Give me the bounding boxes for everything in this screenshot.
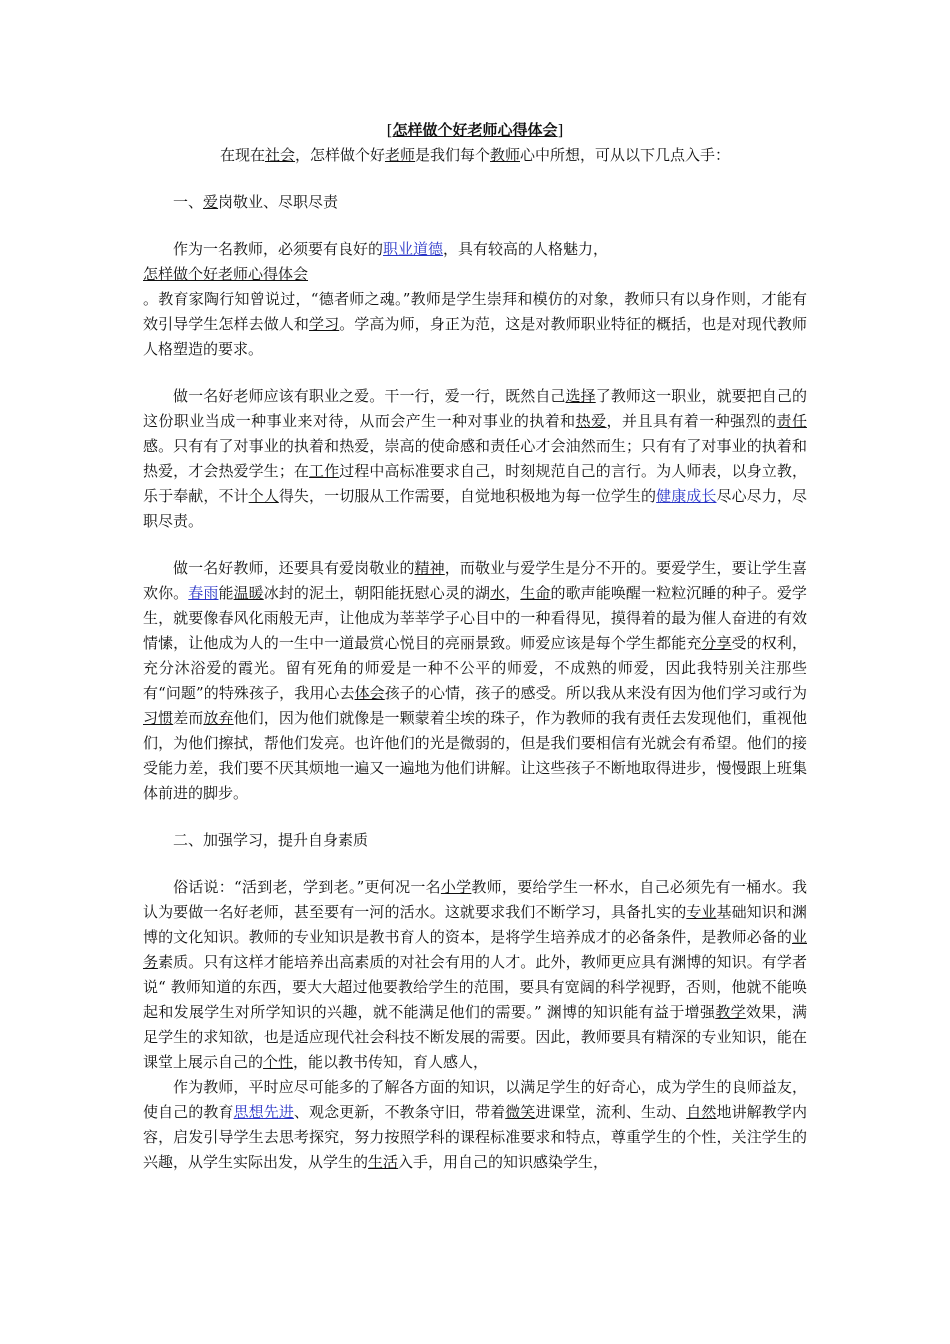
inline-link[interactable]: 老师: [384, 146, 415, 164]
inline-link[interactable]: 个性: [263, 1053, 294, 1071]
text-run: 的歌声能唤醒一粒粒沉睡的种子。爱学生，就要像春风化雨般无声，让他成为莘莘学子心目中的一种看得见，摸得着的最为催人奋进的有效情愫，让他成为人的一生中一道最赏心悦目的亮丽景致。师爱应该是每个学生都能充: [143, 584, 807, 652]
intro-paragraph: [143, 143, 807, 168]
inline-link[interactable]: 分享: [701, 634, 732, 652]
inline-link[interactable]: 生命: [520, 584, 551, 602]
text-run: 差而: [173, 709, 204, 727]
inline-link[interactable]: 健康成长: [656, 487, 717, 505]
text-run: 教师，要给学生一杯水，自己必须先有一桶水。我认为要做一名好老师，甚至要有一河的活水。这就要求我们不断学习，具备扎实的: [143, 878, 807, 921]
text-run: 进课堂，流利、生动、: [535, 1103, 687, 1121]
title-link[interactable]: 怎样做个好老师心得体会: [392, 121, 558, 139]
text-run: 素质。只有这样才能培养出高素质的对社会有用的人才。此外，教师更应具有渊博的知识。有学者说“ 教师知道的东西，要大大超过他要教给学生的范围，要具有宽阔的科学视野，否则，他就不能唤起和发展学生对所学知识的兴趣，就不能满足他们的需要。” 渊博的知识能有益于增强: [143, 953, 807, 1021]
text-run: 心中所想，可从以下几点入手：: [520, 146, 731, 164]
paragraph-1-link-line: [143, 262, 807, 287]
text-run: 效果，满足学生的求知欲，也是适应现代社会科技不断发展的需要。因此，教师要具有精深的专业知识，能在课堂上展示自己的: [143, 1003, 807, 1071]
text-run: 二、加强学习，提升自身素质: [173, 831, 369, 849]
title-bracket-open: [: [386, 121, 393, 139]
text-run: 受的权利，充分沐浴爱的霞光。留有死角的师爱是一种不公平的师爱，不成熟的师爱，因此我特别关注那些有“问题”的特殊孩子，我用心去: [143, 634, 807, 702]
inline-link[interactable]: 精神: [414, 559, 445, 577]
text-run: 他们，因为他们就像是一颗蒙着尘埃的珠子，作为教师的我有责任去发现他们，重视他们，为他们擦拭，帮他们发亮。也许他们的光是微弱的，但是我们要相信有光就会有希望。他们的接受能力差，我们要不厌其烦地一遍又一遍地为他们讲解。让这些孩子不断地取得进步，慢慢跟上班集体前进的脚步。: [143, 709, 807, 802]
text-run: 做一名好教师，还要具有爱岗敬业的: [173, 559, 415, 577]
text-run: 了教师这一职业，就要把自己的这份职业当成一种事业来对待，从而会产生一种对事业的执着和: [143, 387, 807, 430]
title-bracket-close: ]: [557, 121, 564, 139]
paragraph-1-part-1: [143, 237, 807, 262]
text-run: ，而敬业与爱学生是分不开的。要爱学生，要让学生喜欢你。: [143, 559, 807, 602]
text-run: 基础知识和渊博的文化知识。教师的专业知识是教书育人的资本，是将学生培养成才的必备条件，是教师必备的: [143, 903, 807, 946]
inline-link[interactable]: 教学: [715, 1003, 746, 1021]
inline-link[interactable]: 小学: [440, 878, 472, 896]
inline-link[interactable]: 社会: [264, 146, 295, 164]
inline-link[interactable]: 学习: [309, 315, 340, 333]
text-run: 在现在: [219, 146, 265, 164]
text-run: 一、: [173, 193, 204, 211]
text-run: 。学高为师，身正为范，这是对教师职业特征的概括，也是对现代教师人格塑造的要求。: [143, 315, 807, 358]
text-run: 做一名好老师应该有职业之爱。干一行，爱一行，既然自己: [173, 387, 566, 405]
text-run: 俗话说：“活到老，学到老。”更何况一名: [173, 878, 441, 896]
inline-link[interactable]: 责任: [776, 412, 807, 430]
section-heading-1: [143, 190, 807, 215]
inline-link[interactable]: 个人: [248, 487, 279, 505]
text-run: 作为一名教师，必须要有良好的: [173, 240, 384, 258]
text-run: 、观念更新，不教条守旧，带着: [293, 1103, 506, 1121]
text-run: 是我们每个: [415, 146, 491, 164]
paragraph-2: [143, 384, 807, 534]
paragraph-1-part-2: [143, 287, 807, 362]
text-run: 地讲解教学内容，启发引导学生去思考探究，努力按照学科的课程标准要求和特点，尊重学生的个性，关注学生的兴趣，从学生实际出发，从学生的: [143, 1103, 807, 1171]
text-run: 能: [218, 584, 234, 602]
text-run: ，具有较高的人格魅力，: [443, 240, 609, 258]
text-run: 冰封的泥土，朝阳能抚慰心灵的湖: [263, 584, 491, 602]
text-run: 入手，用自己的知识感染学生，: [398, 1153, 609, 1171]
inline-link[interactable]: 思想先进: [233, 1103, 294, 1121]
text-run: 尽心尽力，尽职尽责。: [143, 487, 807, 530]
document-title: [143, 118, 807, 143]
inline-link[interactable]: 怎样做个好老师心得体会: [143, 265, 309, 283]
text-run: 作为教师，平时应尽可能多的了解各方面的知识，以满足学生的好奇心，成为学生的良师益友，使自己的教育: [143, 1078, 807, 1121]
paragraph-5: [143, 1075, 807, 1175]
section-heading-2: [143, 828, 807, 853]
inline-link[interactable]: 自然: [686, 1103, 717, 1121]
inline-link[interactable]: 习惯: [143, 709, 174, 727]
inline-link[interactable]: 春雨: [188, 584, 219, 602]
text-run: ，能以教书传知，育人感人，: [293, 1053, 489, 1071]
inline-link[interactable]: 选择: [565, 387, 596, 405]
text-run: ，怎样做个好: [294, 146, 385, 164]
inline-link[interactable]: 业务: [143, 928, 807, 971]
text-run: ，: [505, 584, 521, 602]
inline-link[interactable]: 水: [490, 584, 506, 602]
text-run: 孩子的心情，孩子的感受。所以我从来没有因为他们学习或行为: [384, 684, 807, 702]
text-run: ，并且具有着一种强烈的: [606, 412, 777, 430]
inline-link[interactable]: 专业: [686, 903, 717, 921]
text-run: 得失，一切服从工作需要，自觉地积极地为每一位学生的: [278, 487, 657, 505]
inline-link[interactable]: 热爱: [575, 412, 607, 430]
inline-link[interactable]: 工作: [309, 462, 340, 480]
inline-link[interactable]: 温暖: [233, 584, 264, 602]
text-run: 。教育家陶行知曾说过，“德者师之魂。”教师是学生崇拜和模仿的对象，教师只有以身作则，才能有效引导学生怎样去做人和: [143, 290, 807, 333]
inline-link[interactable]: 放弃: [203, 709, 234, 727]
paragraph-4: [143, 875, 807, 1075]
text-run: 岗敬业、尽职尽责: [218, 193, 339, 211]
inline-link[interactable]: 体会: [354, 684, 385, 702]
text-run: 过程中高标准要求自己，时刻规范自己的言行。为人师表，以身立教，乐于奉献，不计: [143, 462, 807, 505]
inline-link[interactable]: 爱: [203, 193, 219, 211]
inline-link[interactable]: 教师: [490, 146, 521, 164]
inline-link[interactable]: 职业道德: [383, 240, 444, 258]
inline-link[interactable]: 生活: [368, 1153, 399, 1171]
inline-link[interactable]: 微笑: [505, 1103, 536, 1121]
text-run: 感。只有有了对事业的执着和热爱，崇高的使命感和责任心才会油然而生；只有有了对事业的执着和热爱，才会热爱学生；在: [143, 437, 807, 480]
paragraph-3: [143, 556, 807, 806]
